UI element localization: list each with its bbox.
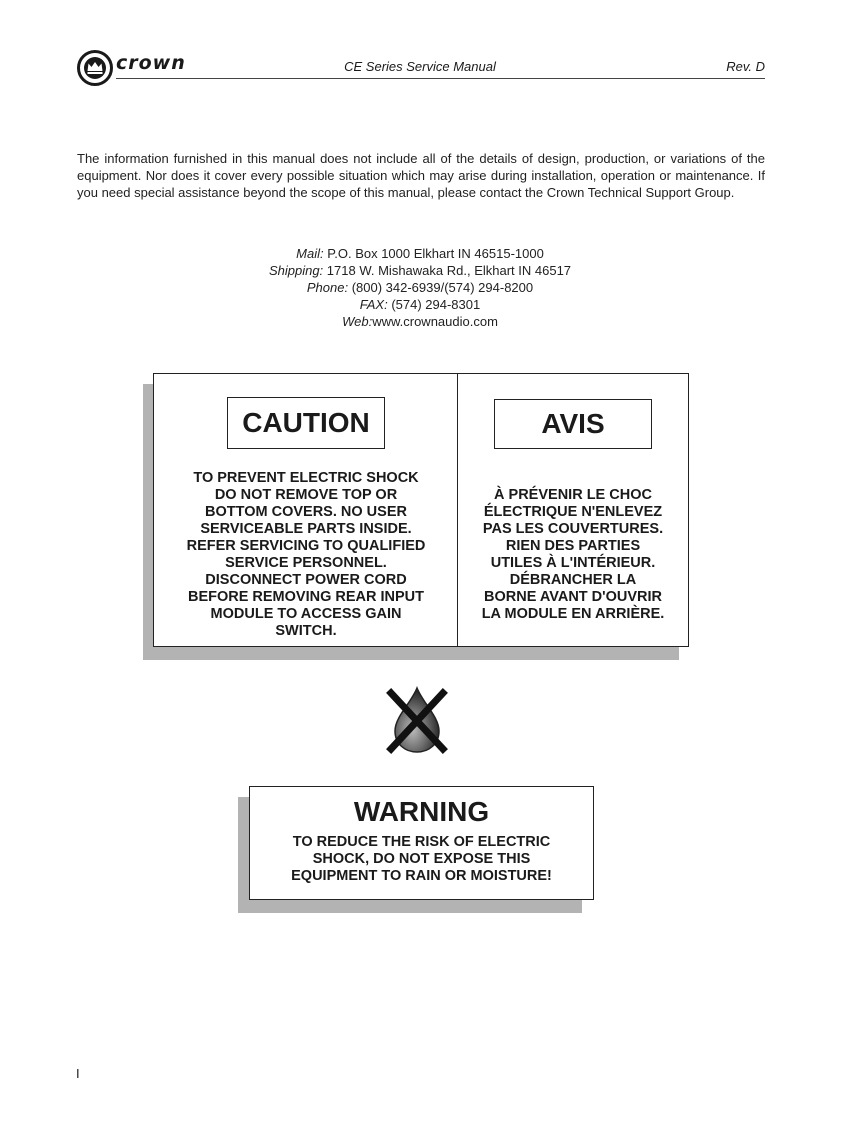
mail-label: Mail: — [296, 246, 324, 261]
phone-label: Phone: — [306, 280, 349, 295]
web-label: Web: — [342, 314, 373, 329]
page-number: I — [76, 1066, 80, 1081]
intro-paragraph: The information furnished in this manual does not include all of the details of design, production, or variations of the equipment. Nor does it cover every possible situation which may arise during installation, operation or maintenance. If you need special assistance beyond the scope of this manual, please contact the Crown Technical Support Group. — [77, 151, 765, 200]
shipping-value: 1718 W. Mishawaka Rd., Elkhart IN 46517 — [326, 263, 572, 278]
contact-block — [230, 245, 610, 330]
contact-phone — [230, 279, 610, 296]
header-rule — [116, 78, 765, 79]
caution-text: TO PREVENT ELECTRIC SHOCK DO NOT REMOVE TOP OR BOTTOM COVERS. NO USER SERVICEABLE PARTS INSIDE. REFER SERVICING TO QUALIFIED SERVICE PERSONNEL. DISCONNECT POWER CORD BEFORE REMOVING REAR INPUT MODULE TO ACCESS GAIN SWITCH. — [186, 470, 426, 639]
phone-value: (800) 342-6939/(574) 294-8200 — [351, 280, 534, 295]
fax-value: (574) 294-8301 — [391, 297, 481, 312]
contact-mail — [230, 245, 610, 262]
header-revision: Rev. D — [726, 59, 765, 74]
contact-web — [230, 313, 610, 330]
no-water-drop-icon — [385, 685, 449, 755]
warning-text: TO REDUCE THE RISK OF ELECTRIC SHOCK, DO NOT EXPOSE THIS EQUIPMENT TO RAIN OR MOISTURE! — [291, 834, 552, 884]
header-title: CE Series Service Manual — [344, 59, 496, 74]
warning-title: WARNING — [353, 796, 490, 827]
avis-label: AVIS — [494, 399, 652, 449]
mail-value: P.O. Box 1000 Elkhart IN 46515-1000 — [327, 246, 544, 261]
web-value[interactable]: www.crownaudio.com — [372, 314, 498, 329]
fax-label: FAX: — [359, 297, 388, 312]
crown-logo-icon — [77, 50, 113, 86]
shipping-label: Shipping: — [268, 263, 324, 278]
crown-wordmark: crown — [116, 52, 186, 74]
caution-divider — [457, 373, 458, 647]
caution-label: CAUTION — [227, 397, 385, 449]
contact-shipping — [230, 262, 610, 279]
avis-text: À PRÉVENIR LE CHOC ÉLECTRIQUE N'ENLEVEZ PAS LES COUVERTURES. RIEN DES PARTIES UTILES À L'INTÉRIEUR. DÉBRANCHER LA BORNE AVANT D'OUVRIR LA MODULE EN ARRIÈRE. — [481, 487, 665, 622]
contact-fax — [230, 296, 610, 313]
